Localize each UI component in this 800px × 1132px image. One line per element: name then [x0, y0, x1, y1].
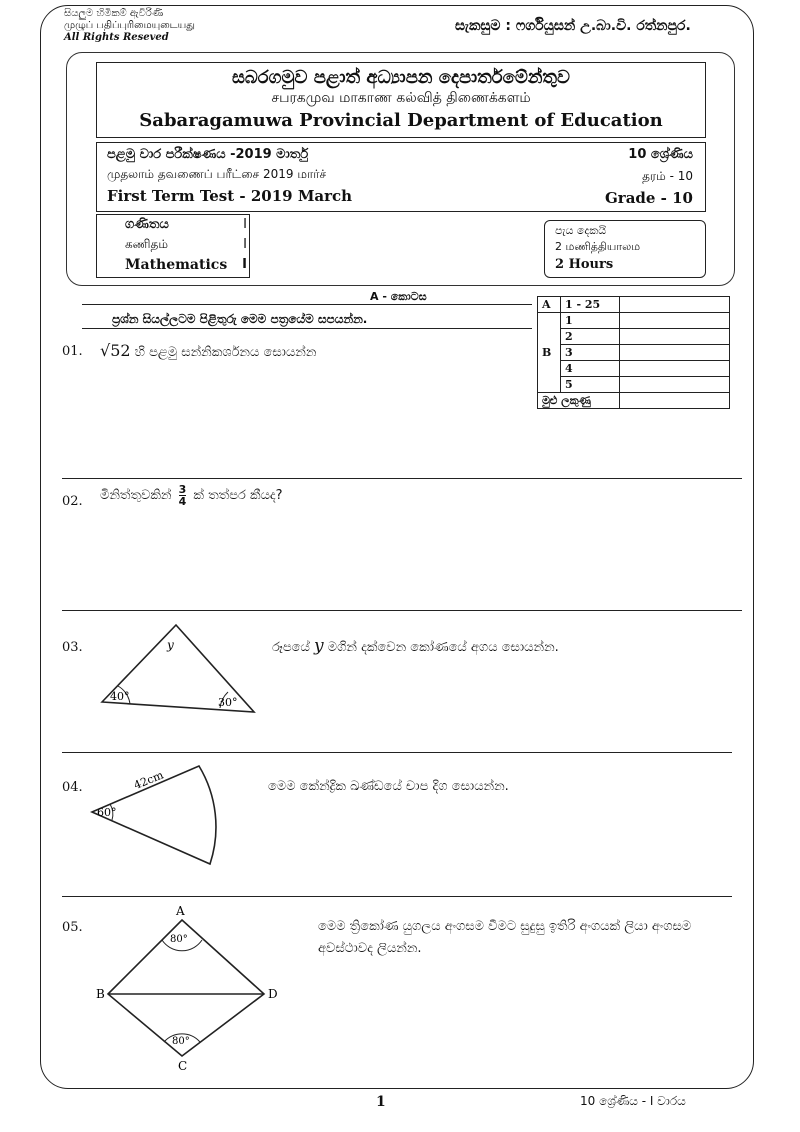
rights-sinhala: සියලුම හිමිකම් ඇවිරිණි: [64, 8, 164, 19]
test-sinhala: පළමු වාර පරීක්ෂණය -2019 මාර්තු: [107, 147, 309, 162]
grade-tamil: தரம் - 10: [642, 169, 693, 183]
divider: [62, 610, 742, 611]
question-text: රූපයේ: [272, 640, 310, 655]
fraction: [179, 484, 187, 507]
department-box: [96, 62, 706, 138]
divider: [62, 752, 732, 753]
mark-cell: [620, 313, 730, 329]
right-angle-label: 30°: [218, 696, 238, 709]
rights-tamil: முழுப் பதிப்புரிமையுடையது: [64, 20, 195, 31]
duration-tamil: 2 மணித்தியாலம: [555, 240, 641, 253]
question-text: හි පළමු සන්නිකර්ශනය සොයන්න: [134, 345, 317, 360]
duration-sinhala: පැය දෙකයි: [555, 224, 607, 237]
row-b-label: B: [538, 313, 561, 393]
table-row: [538, 361, 730, 377]
question-number: 01.: [62, 344, 83, 359]
b-item: 1: [561, 313, 620, 329]
sqrt-expression: √52: [100, 341, 131, 360]
table-row: [538, 345, 730, 361]
table-row: [538, 377, 730, 393]
question-text: මෙම කේන්ද්‍රික ඛණ්ඩයේ චාප දිග සොයන්න.: [268, 779, 509, 794]
angle-label: 60°: [97, 806, 117, 819]
divider: [82, 304, 532, 305]
subject-tamil: கணிதம்: [125, 237, 168, 251]
divider: [82, 328, 532, 329]
row-a-range: 1 - 25: [561, 297, 620, 313]
mark-cell: [620, 297, 730, 313]
sector-figure: [86, 760, 256, 870]
divider: [62, 896, 732, 897]
paper-number: I: [243, 217, 247, 232]
section-title: A - කොටස: [370, 290, 427, 303]
question-1: [100, 340, 316, 364]
mark-cell: [620, 393, 730, 409]
left-angle-label: 40°: [110, 690, 130, 703]
department-tamil: சபரகமுவ மாகாண கல்வித் திணைக்களம்: [271, 90, 531, 106]
mark-cell: [620, 361, 730, 377]
row-a-label: A: [538, 297, 561, 313]
b-item: 2: [561, 329, 620, 345]
subject-sinhala: ගණිතය: [125, 217, 169, 232]
prepared-by: සැකසුම : ෆර්ගියුසන් උ.බා.වි. රත්නපුර.: [455, 18, 691, 34]
rights-english: All Rights Reseved: [64, 32, 169, 43]
angle-a-label: 80°: [170, 934, 188, 945]
b-item: 5: [561, 377, 620, 393]
angle-c-label: 80°: [172, 1036, 190, 1047]
vertex-b-label: B: [96, 987, 105, 1001]
page-number: 1: [376, 1094, 386, 1110]
question-number: 05.: [62, 920, 83, 935]
fraction-denominator: 4: [178, 495, 187, 508]
marks-table: [537, 296, 730, 409]
department-sinhala: සබරගමුව පළාත් අධ්‍යාපන දෙපාර්තමේන්තුව: [231, 67, 570, 88]
test-english: First Term Test - 2019 March: [107, 187, 353, 205]
b-item: 4: [561, 361, 620, 377]
b-item: 3: [561, 345, 620, 361]
question-2: [100, 484, 283, 507]
question-text: මගින් දක්වෙන කෝණයේ අගය සොයන්න.: [327, 640, 559, 655]
table-row: [538, 329, 730, 345]
paper-number: I: [242, 257, 247, 272]
department-english: Sabaragamuwa Provincial Department of Education: [139, 110, 663, 131]
fraction-numerator: 3: [178, 483, 187, 496]
question-text: මෙම ත්‍රිකෝණ යුගලය අංගසම වීමට සුදුසු ඉතිරි අංගයක් ලියා අංගසම අවස්ථාවද ලියන්න.: [318, 919, 692, 956]
paper-number: I: [243, 237, 247, 252]
test-box: [96, 142, 706, 212]
quadrilateral-figure: [92, 900, 292, 1075]
mark-cell: [620, 329, 730, 345]
table-row: [538, 297, 730, 313]
question-text: ක් තත්පර කීයද?: [193, 488, 283, 503]
triangle-figure: [96, 620, 266, 720]
duration-english: 2 Hours: [555, 257, 614, 272]
table-row: [538, 313, 730, 329]
divider: [62, 478, 742, 479]
question-number: 02.: [62, 494, 83, 509]
test-tamil: முதலாம் தவணைப் பரீட்சை 2019 மார்ச்: [107, 167, 327, 181]
vertex-d-label: D: [268, 987, 278, 1001]
radius-label: 42cm: [132, 768, 166, 792]
footer-grade-term: 10 ශ්‍රේණිය - I වාරය: [580, 1094, 686, 1108]
table-row: [538, 393, 730, 409]
question-number: 04.: [62, 780, 83, 795]
question-4: [268, 776, 509, 798]
subject-english: Mathematics: [125, 257, 228, 273]
question-number: 03.: [62, 640, 83, 655]
total-label: මුළු ලකුණු: [538, 393, 620, 409]
question-text: මිනිත්තුවකින්: [100, 488, 172, 503]
vertex-c-label: C: [178, 1059, 188, 1073]
question-5: [318, 916, 736, 960]
vertex-a-label: A: [176, 904, 185, 918]
question-3: [272, 635, 559, 659]
copyright-notice: [64, 8, 195, 44]
instruction: ප්‍රශ්න සියල්ලටම පිළිතුරු මෙම පත්‍රයේම සපයන්න.: [112, 312, 368, 326]
apex-label: y: [167, 638, 174, 652]
subject-box: [96, 214, 250, 278]
duration-box: [544, 220, 706, 278]
mark-cell: [620, 345, 730, 361]
grade-english: Grade - 10: [604, 189, 693, 207]
variable-y: y: [314, 636, 324, 656]
mark-cell: [620, 377, 730, 393]
grade-sinhala: 10 ශ්‍රේණිය: [628, 147, 693, 162]
